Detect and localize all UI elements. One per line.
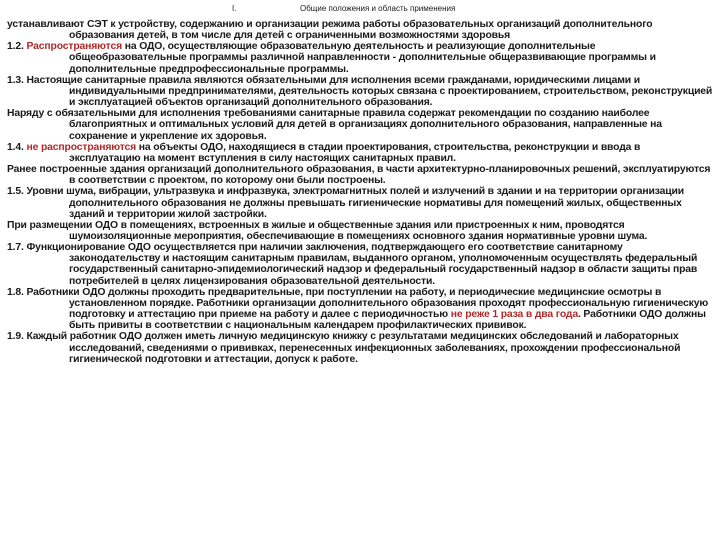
highlight-text: Распространяются bbox=[26, 41, 122, 53]
paragraph-1-4 bbox=[7, 142, 713, 164]
paragraph-text: 1.7. Функционирование ОДО осуществляется при наличии заключения, подтверждающего его соответствие санитарному законодательству и настоящим санитарным правилам, выданного органом, уполномоченным осуществлять федеральный государственный санитарно-эпидемиологический надзор и федеральный государственный надзор в области защиты прав потребителей в целях лицензирования образовательной деятельности. bbox=[7, 242, 698, 287]
paragraph-lead: 1.8. Работники ОДО должны проходить предварительные, при поступлении на работу, и периодические медицинские осмотры в установленном порядке. Работники организации дополнительного образования проходят профессиональную гигиеническую подготовку и аттестацию при приеме на работу и далее с периодичностью bbox=[7, 286, 709, 321]
paragraph-text: 1.3. Настоящие санитарные правила являются обязательными для исполнения всеми гражданами, юридическими лицами и индивидуальными предпринимателями, деятельность которых связана с проектированием, строительством, реконструкцией и эксплуатацией объектов организаций дополнительного образования. bbox=[7, 74, 713, 109]
highlight-text: не реже 1 раза в два года bbox=[450, 309, 578, 321]
paragraph-text: Наряду с обязательными для исполнения требованиями санитарные правила содержат рекомендации по созданию наиболее благоприятных и оптимальных условий для детей в организациях дополнительного образования, направленные на сохранение и укрепление их здоровья. bbox=[7, 108, 662, 142]
paragraph-text: . Работники ОДО должны быть привиты в соответствии с национальным календарем профилактических прививок. bbox=[69, 309, 706, 332]
section-number: I. bbox=[232, 4, 237, 13]
paragraph-1-3 bbox=[7, 75, 713, 108]
paragraph-1-4-note bbox=[7, 164, 713, 186]
paragraph-1-1 bbox=[7, 19, 713, 41]
paragraph-1-5 bbox=[7, 186, 713, 219]
paragraph-1-2 bbox=[7, 41, 713, 74]
paragraph-1-9 bbox=[7, 331, 713, 364]
paragraph-text: 1.5. Уровни шума, вибрации, ультразвука и инфразвука, электромагнитных полей и излучений в здании и на территории организации дополнительного образования не должны превышать гигиенические нормативы для помещений жилых, общественных зданий и территории жилой застройки. bbox=[7, 186, 684, 220]
paragraph-lead: 1.4. bbox=[7, 141, 27, 153]
paragraph-text: При размещении ОДО в помещениях, встроенных в жилые и общественные здания или пристроенных к ним, проводятся шумоизоляционные мероприятия, обеспечивающие в помещениях основного здания нормативные уровни шума. bbox=[7, 219, 648, 242]
highlight-text: не распространяются bbox=[26, 141, 137, 153]
page-header bbox=[0, 4, 720, 16]
paragraph-text: на ОДО, осуществляющие образовательную деятельность и реализующие дополнительные общеобразовательные программы различной направленности - дополнительные общеразвивающие программы и дополнительные предпрофессиональные программы. bbox=[69, 41, 656, 75]
paragraph-1-7 bbox=[7, 242, 713, 287]
paragraph-text: на объекты ОДО, находящиеся в стадии проектирования, строительства, реконструкции и ввода в эксплуатацию на момент вступления в силу настоящих санитарных правил. bbox=[69, 141, 641, 164]
paragraph-text: Ранее построенные здания организаций дополнительного образования, в части архитектурно-планировочных решений, эксплуатируются в соответствии с проектом, по которому они были построены. bbox=[7, 164, 711, 187]
paragraph-lead: 1.2. bbox=[7, 41, 27, 53]
paragraph-1-8 bbox=[7, 287, 713, 332]
paragraph-text: устанавливают СЭТ к устройству, содержанию и организации режима работы образовательных организаций дополнительного образования детей, в том числе для детей с ограниченными возможностями здоровья bbox=[7, 19, 653, 42]
document-body bbox=[7, 19, 713, 365]
paragraph-text: 1.9. Каждый работник ОДО должен иметь личную медицинскую книжку с результатами медицинских обследований и лабораторных исследований, сведениями о прививках, перенесенных инфекционных заболеваниях, прохождении профессиональной гигиенической подготовки и аттестации, допуск к работе. bbox=[7, 331, 681, 365]
paragraph-1-3-note bbox=[7, 108, 713, 141]
section-title: Общие положения и область применения bbox=[300, 4, 456, 13]
paragraph-1-5-note bbox=[7, 220, 713, 242]
